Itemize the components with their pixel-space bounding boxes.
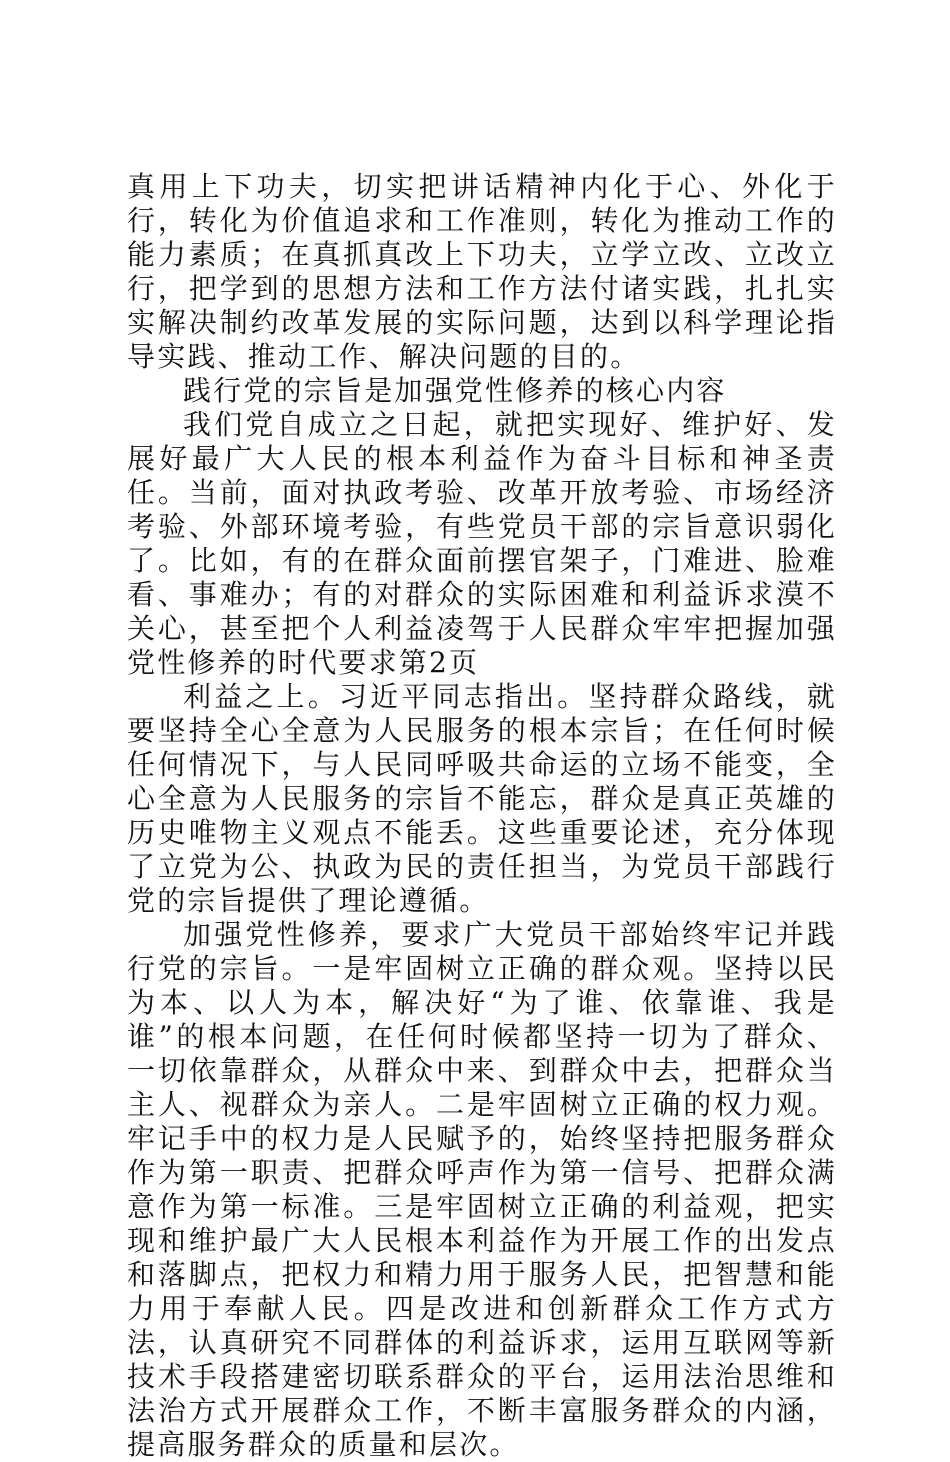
paragraph-party-purpose: 我们党自成立之日起，就把实现好、维护好、发展好最广大人民的根本利益作为奋斗目标和神圣责任。当前，面对执政考验、改革开放考验、市场经济考验、外部环境考验，有些党员干部的宗旨意识弱化了。比如，有的在群众面前摆官架子，门难进、脸难看、事难办；有的对群众的实际困难和利益诉求漠不关心，甚至把个人利益凌驾于人民群众牢牢把握加强党性修养的时代要求第2页 [127,408,837,679]
document-body [127,170,837,1462]
paragraph-continuation: 真用上下功夫，切实把讲话精神内化于心、外化于行，转化为价值追求和工作准则，转化为推动工作的能力素质；在真抓真改上下功夫，立学立改、立改立行，把学到的思想方法和工作方法付诸实践，扎扎实实解决制约改革发展的实际问题，达到以科学理论指导实践、推动工作、解决问题的目的。 [127,170,837,373]
section-heading: 践行党的宗旨是加强党性修养的核心内容 [183,374,727,407]
paragraph-requirements: 加强党性修养，要求广大党员干部始终牢记并践行党的宗旨。一是牢固树立正确的群众观。坚持以民为本、以人为本，解决好“为了谁、依靠谁、我是谁”的根本问题，在任何时候都坚持一切为了群众、一切依靠群众，从群众中来、到群众中去，把群众当主人、视群众为亲人。二是牢固树立正确的权力观。牢记手中的权力是人民赋予的，始终坚持把服务群众作为第一职责、把群众呼声作为第一信号、把群众满意作为第一标准。三是牢固树立正确的利益观，把实现和维护最广大人民根本利益作为开展工作的出发点和落脚点，把权力和精力用于服务人民，把智慧和能力用于奉献人民。四是改进和创新群众工作方式方法，认真研究不同群体的利益诉求，运用互联网等新技术手段搭建密切联系群众的平台，运用法治思维和法治方式开展群众工作，不断丰富服务群众的内涵，提高服务群众的质量和层次。 [127,918,837,1461]
paragraph-interests: 利益之上。习近平同志指出。坚持群众路线，就要坚持全心全意为人民服务的根本宗旨；在任何时候任何情况下，与人民同呼吸共命运的立场不能变，全心全意为人民服务的宗旨不能忘，群众是真正英雄的历史唯物主义观点不能丢。这些重要论述，充分体现了立党为公、执政为民的责任担当，为党员干部践行党的宗旨提供了理论遵循。 [127,680,837,917]
